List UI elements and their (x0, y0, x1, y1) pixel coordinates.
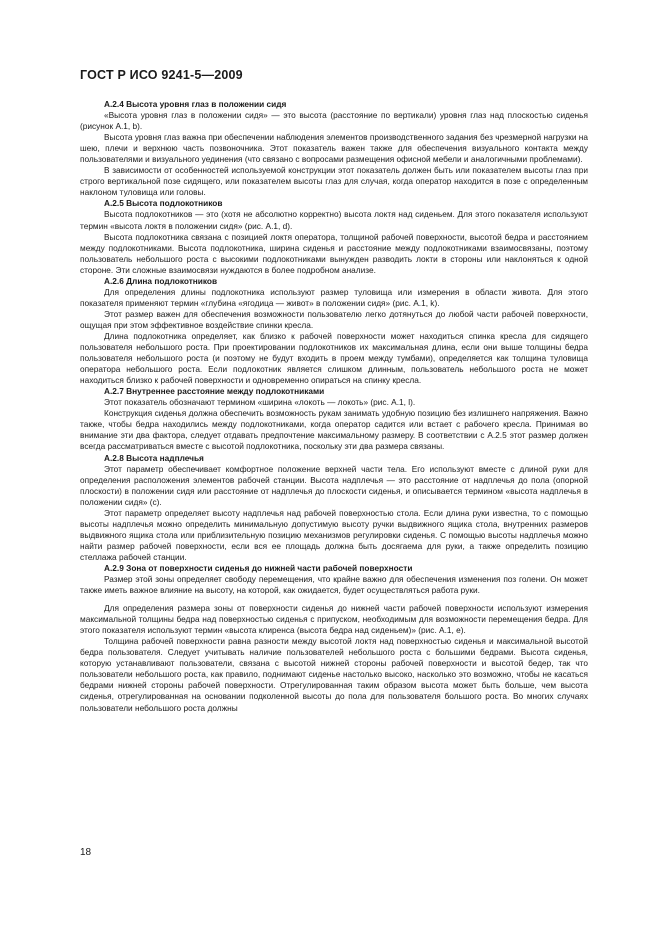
paragraph: Длина подлокотника определяет, как близко к рабочей поверхности может находиться спинка кресла для сидящего пользователя небольшого роста. При проектировании подлокотников их максимальная длина, если они выше толщины бедра пользователя небольшого роста (и поэтому не будут входить в проем между тумбами), определяется как толщина туловища оператора небольшого роста. Если подлокотник является слишком длинным, пользователь небольшого роста не может находиться близко к рабочей поверхности и одновременно опираться на спинку кресла. (80, 330, 588, 386)
paragraph: Высота подлокотников — это (хотя не абсолютно корректно) высота локтя над сиденьем. Для этого показателя используют термин «высота локтя в положении сидя» (рис. А.1, d). (80, 209, 588, 231)
paragraph: Высота подлокотника связана с позицией локтя оператора, толщиной рабочей поверхности, высотой бедра и расстоянием между подлокотниками. Высота подлокотника, ширина сиденья и расстояние между подлокотниками взаимосвязаны, поэтому пользователь небольшого роста с высокими подлокотниками вынужден разводить локти в стороны или наклоняться к одной стороне. Эти сложные взаимосвязи нуждаются в более подробном анализе. (80, 231, 588, 275)
paragraph: В зависимости от особенностей используемой конструкции этот показатель должен быть или показателем высоты глаз при строго вертикальной позе сидящего, или показателем высоты глаз для случая, когда оператор находится в позе с определенным наклоном туловища или головы. (80, 165, 588, 198)
paragraph: Для определения длины подлокотника используют размер туловища или измерения в области живота. Для этого показателя применяют термин «глубина «ягодица — живот» в положении сидя» (рис. А.1, k). (80, 286, 588, 308)
section-heading: А.2.5 Высота подлокотников (104, 198, 223, 209)
section-heading: А.2.4 Высота уровня глаз в положении сидя (104, 99, 287, 109)
paragraph: Для определения размера зоны от поверхности сиденья до нижней части рабочей поверхности используют измерения максимальной толщины бедра над поверхностью сиденья с припуском, необходимым для возможности перемещения бедра. Для этого показателя используют термин «высота клиренса (высота бедра над сиденьем)» (рис. А.1, e). (80, 603, 588, 636)
section-heading: А.2.7 Внутреннее расстояние между подлокотниками (104, 386, 325, 397)
paragraph: Размер этой зоны определяет свободу перемещения, что крайне важно для обеспечения изменения поз голени. Он может также иметь важное влияние на высоту, на которой, как ожидается, будет осуществляться работа руки. (80, 574, 588, 596)
paragraph: Этот параметр определяет высоту надплечья над рабочей поверхностью стола. Если длина руки известна, то с помощью высоты надплечья можно определить минимальную допустимую высоту ручки выдвижного ящика стола, внутренних размеров выдвижного ящика стола или приблизительную позицию механизмов регулировки сиденья. С помощью высоты надплечья можно найти размер рабочей поверхности, если вся ее площадь должна быть досягаема для руки, а также определить позицию стеллажа рабочей станции. (80, 507, 588, 562)
paragraph: Этот параметр обеспечивает комфортное положение верхней части тела. Его используют вместе с длиной руки для определения расположения элементов рабочей станции. Высота надплечья — это расстояние от надплечья до пола (опорной плоскости) в положении сидя или расстояние от надплечья до плоскости сиденья, и описывается термином «высота надплечья в положении сидя» (c). (80, 463, 588, 507)
document-header: ГОСТ Р ИСО 9241-5—2009 (80, 68, 243, 82)
document-body (80, 99, 588, 714)
section-heading: А.2.6 Длина подлокотников (104, 275, 218, 286)
page-number: 18 (80, 847, 92, 858)
paragraph: Этот размер важен для обеспечения возможности пользователю легко дотянуться до любой части рабочей поверхности, ощущая при этом эффективное воздействие спинки кресла. (80, 308, 588, 330)
paragraph: Конструкция сиденья должна обеспечить возможность рукам занимать удобную позицию без излишнего напряжения. Важно также, чтобы бедра находились между подлокотниками, когда оператор садится или встает с рабочего кресла. Принимая во внимание эти два фактора, следует отдавать предпочтение максимальному размеру. В соответствии с А.2.5 этот размер должен всегда рассматриваться вместе с высотой подлокотника, поскольку эти два размера связаны. (80, 408, 588, 452)
section-heading: А.2.9 Зона от поверхности сиденья до нижней части рабочей поверхности (104, 562, 413, 573)
paragraph: Этот показатель обозначают термином «ширина «локоть — локоть» (рис. А.1, l). (104, 397, 416, 408)
paragraph: «Высота уровня глаз в положении сидя» — это высота (расстояние по вертикали) уровня глаз над плоскостью сиденья (рисунок А.1, b). (80, 110, 588, 132)
paragraph: Высота уровня глаз важна при обеспечении наблюдения элементов производственного задания без чрезмерной нагрузки на шею, плечи и верхнюю часть позвоночника. Этот показатель важен также для обеспечения визуального контакта между пользователями и визуального уединения (что связано с вопросами размещения офисной мебели и аналогичными проблемами). (80, 132, 588, 165)
paragraph: Толщина рабочей поверхности равна разности между высотой локтя над поверхностью сиденья и максимальной высотой бедра пользователя. Следует учитывать наличие пользователей небольшого роста с большими бедрами. Высота сиденья, которую устанавливают пользователи, связана с высотой нижней стороны рабочей поверхности и высотой бедер, так что пользователи небольшого роста, как правило, поднимают сиденье настолько высоко, насколько это возможно, чтобы не касаться бедрами нижней стороны рабочей поверхности. Отрегулированная таким образом высота может быть больше, чем высота сиденья, отрегулированная на основании подколенной высоты до пола для пользователя большого роста. Во многих случаях пользователи небольшого роста должны (80, 636, 588, 713)
section-heading: А.2.8 Высота надплечья (104, 452, 204, 463)
